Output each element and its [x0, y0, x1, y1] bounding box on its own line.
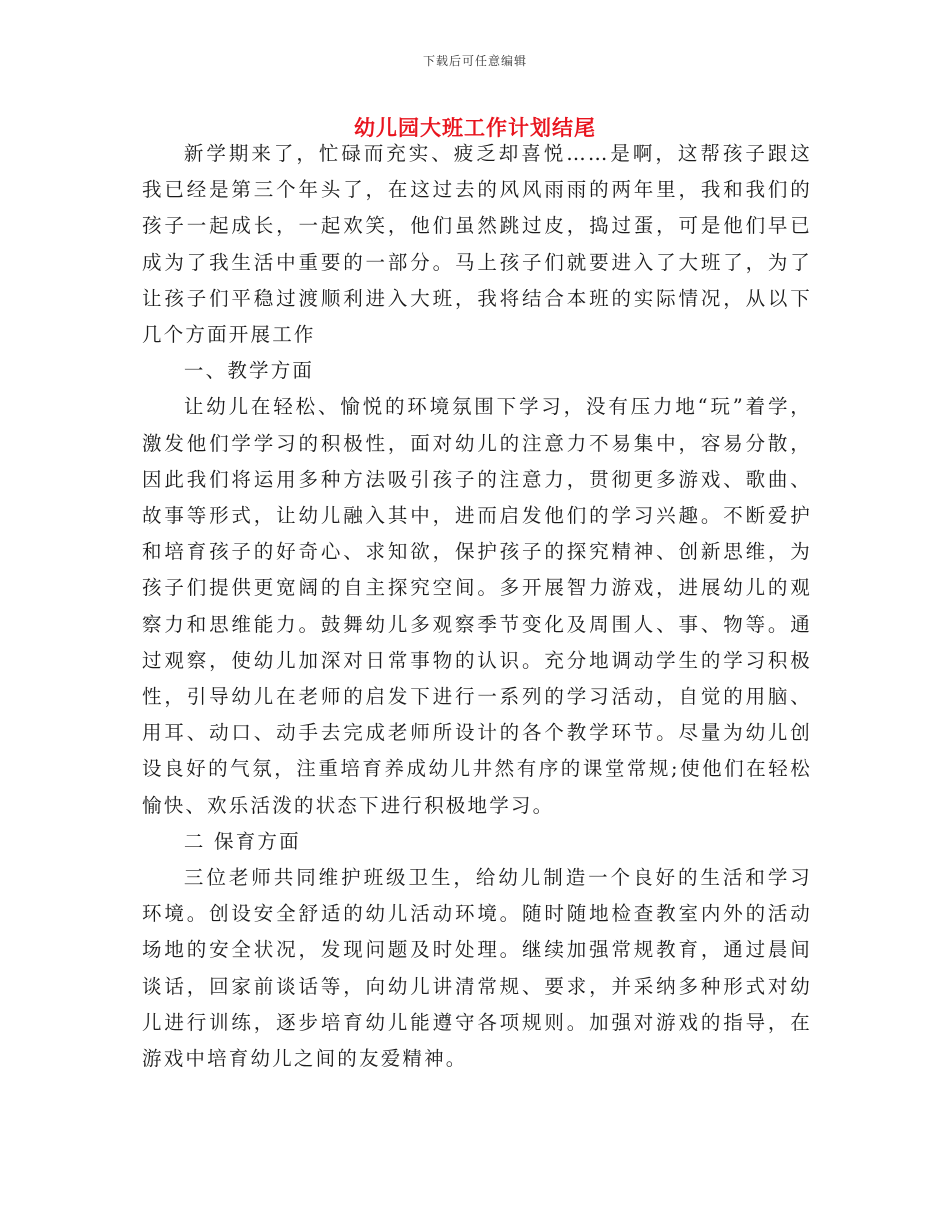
document-title: 幼儿园大班工作计划结尾 — [354, 116, 596, 140]
teaching-paragraph: 让幼儿在轻松、愉悦的环境氛围下学习，没有压力地“玩”着学，激发他们学学习的积极性，面对幼儿的注意力不易集中，容易分散，因此我们将运用多种方法吸引孩子的注意力，贯彻更多游戏、歌曲、故事等形式，让幼儿融入其中，进而启发他们的学习兴趣。不断爱护和培育孩子的好奇心、求知欲，保护孩子的探究精神、创新思维，为孩子们提供更宽阔的自主探究空间。多开展智力游戏，进展幼儿的观察力和思维能力。鼓舞幼儿多观察季节变化及周围人、事、物等。通过观察，使幼儿加深对日常事物的认识。充分地调动学生的学习积极性，引导幼儿在老师的启发下进行一系列的学习活动，自觉的用脑、用耳、动口、动手去完成老师所设计的各个教学环节。尽量为幼儿创设良好的气氛，注重培育养成幼儿井然有序的课堂常规;使他们在轻松愉快、欢乐活泼的状态下进行积极地学习。 — [142, 395, 812, 817]
document-body — [142, 136, 812, 1077]
section-heading-teaching: 一、教学方面 — [183, 359, 315, 383]
section-heading-care: 二 保育方面 — [183, 829, 301, 853]
header-note: 下载后可任意编辑 — [422, 54, 527, 68]
care-paragraph: 三位老师共同维护班级卫生，给幼儿制造一个良好的生活和学习环境。创设安全舒适的幼儿活动环境。随时随地检查教室内外的活动场地的安全状况，发现问题及时处理。继续加强常规教育，通过晨间谈话，回家前谈话等，向幼儿讲清常规、要求，并采纳多种形式对幼儿进行训练，逐步培育幼儿能遵守各项规则。加强对游戏的指导，在游戏中培育幼儿之间的友爱精神。 — [142, 866, 812, 1071]
intro-paragraph: 新学期来了，忙碌而充实、疲乏却喜悦……是啊，这帮孩子跟这我已经是第三个年头了，在这过去的风风雨雨的两年里，我和我们的孩子一起成长，一起欢笑，他们虽然跳过皮，捣过蛋，可是他们早已成为了我生活中重要的一部分。马上孩子们就要进入了大班了，为了让孩子们平稳过渡顺利进入大班，我将结合本班的实际情况，从以下几个方面开展工作 — [142, 142, 812, 347]
